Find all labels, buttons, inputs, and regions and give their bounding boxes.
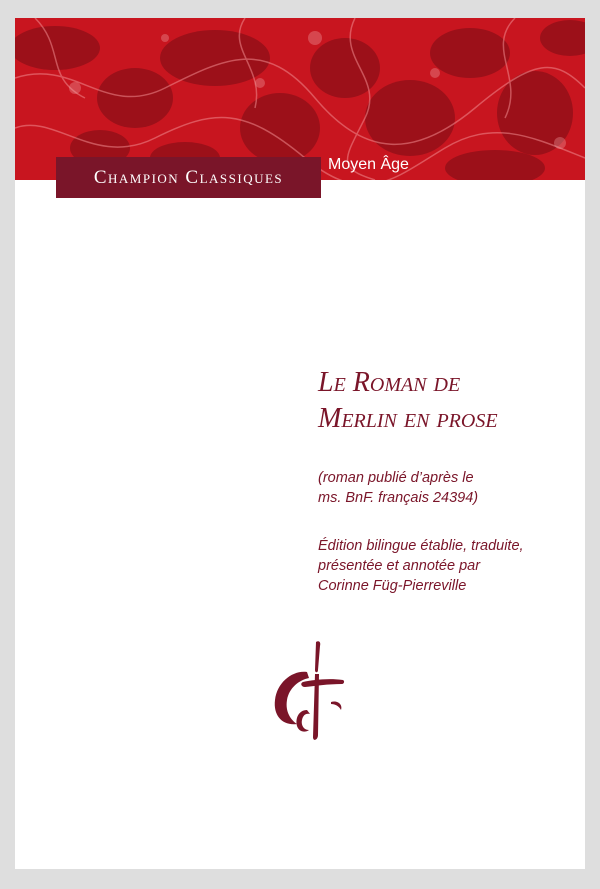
series-name: Champion Classiques [93,167,284,188]
book-title [318,365,498,437]
book-title-line-1: Le Roman de [318,367,461,398]
book-title-line-2: Merlin en prose [318,403,498,434]
marble-pattern [15,18,585,180]
edition-credits [318,536,573,596]
marbled-header-image [15,18,585,180]
edition-credits-line-1: Édition bilingue établie, traduite, [318,538,524,554]
series-label [56,157,321,198]
book-cover [15,18,585,869]
book-subtitle [318,468,568,508]
book-subtitle-line-2: ms. BnF. français 24394) [318,490,479,506]
author-name: Corinne Füg-Pierreville [318,578,467,594]
collection-label: Moyen Âge [328,156,409,173]
book-subtitle-line-1: (roman publié d’après le [318,470,474,486]
edition-credits-line-2: présentée et annotée par [318,558,481,574]
cf-monogram-logo [263,640,353,750]
